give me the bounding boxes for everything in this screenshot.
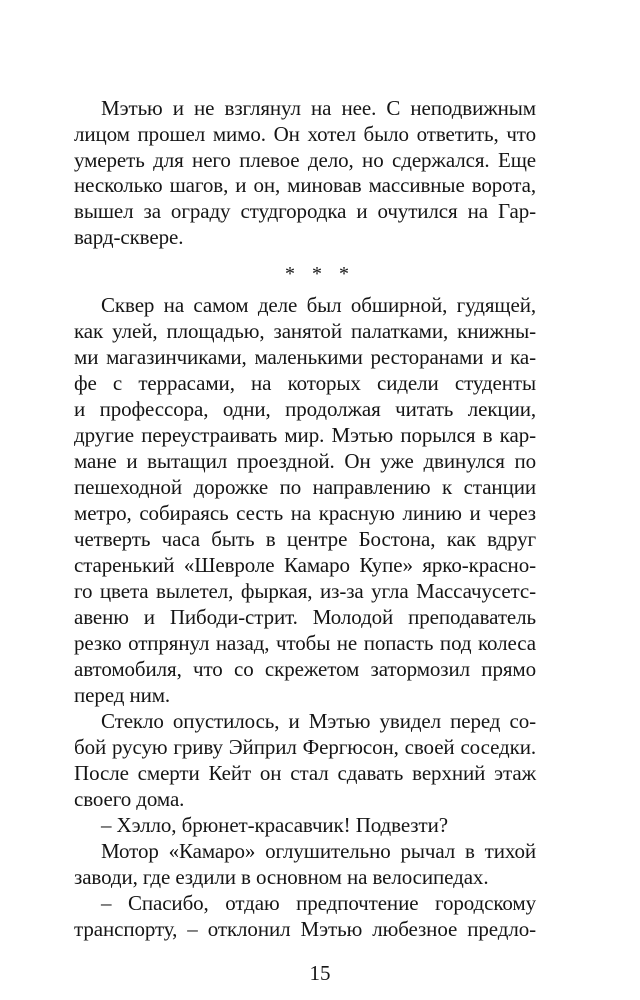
text-line: авеню и Пибоди-стрит. Молодой преподаватель [74, 605, 536, 629]
text-line: лицом прошел мимо. Он хотел было ответить, что [74, 122, 536, 146]
page-number: 15 [309, 961, 331, 985]
text-line: другие переустраивать мир. Мэтью порылся в кар- [74, 423, 536, 447]
text-line: – Хэлло, брюнет-красавчик! Подвезти? [101, 813, 448, 837]
text-line: перед ним. [74, 683, 171, 707]
text-line: резко отпрянул назад, чтобы не попасть под колеса [74, 631, 536, 655]
text-line: транспорту, – отклонил Мэтью любезное предло- [74, 917, 536, 941]
section-divider: * * * [285, 263, 355, 285]
text-line: Сквер на самом деле был обширной, гудящей, [101, 293, 536, 317]
text-line: заводи, где ездили в основном на велосипедах. [74, 865, 489, 889]
text-line: как улей, площадью, занятой палатками, книжны- [74, 319, 536, 343]
text-line: несколько шагов, и он, миновав массивные ворота, [74, 173, 536, 197]
text-line: – Спасибо, отдаю предпочтение городскому [101, 891, 536, 915]
text-line: вышел за ограду студгородка и очутился на Гар- [74, 199, 536, 223]
text-line: фе с террасами, на которых сидели студенты [74, 371, 536, 395]
text-line: четверть часа быть в центре Бостона, как вдруг [74, 527, 536, 551]
text-line: и профессора, одни, продолжая читать лекции, [74, 397, 536, 421]
text-line: ми магазинчиками, маленькими ресторанами и ка- [74, 345, 536, 369]
text-line: Стекло опустилось, и Мэтью увидел перед со- [101, 709, 536, 733]
text-line: Мотор «Камаро» оглушительно рычал в тихой [101, 839, 536, 863]
text-line: мане и вытащил проездной. Он уже двинулся по [74, 449, 536, 473]
text-line: своего дома. [74, 787, 185, 811]
text-line: метро, собираясь сесть на красную линию и через [74, 501, 536, 525]
text-line: После смерти Кейт он стал сдавать верхний этаж [74, 761, 536, 785]
text-line: бой русую гриву Эйприл Фергюсон, своей соседки. [74, 735, 536, 759]
text-line: Мэтью и не взглянул на нее. С неподвижным [101, 96, 536, 120]
text-line: пешеходной дорожке по направлению к станции [74, 475, 536, 499]
text-line: го цвета вылетел, фыркая, из-за угла Массачусетс- [74, 579, 536, 603]
text-line: старенький «Шевроле Камаро Купе» ярко-красно- [74, 553, 536, 577]
text-line: вард-сквере. [74, 225, 184, 249]
text-line: автомобиля, что со скрежетом затормозил прямо [74, 657, 536, 681]
text-line: умереть для него плевое дело, но сдержался. Еще [74, 148, 536, 172]
